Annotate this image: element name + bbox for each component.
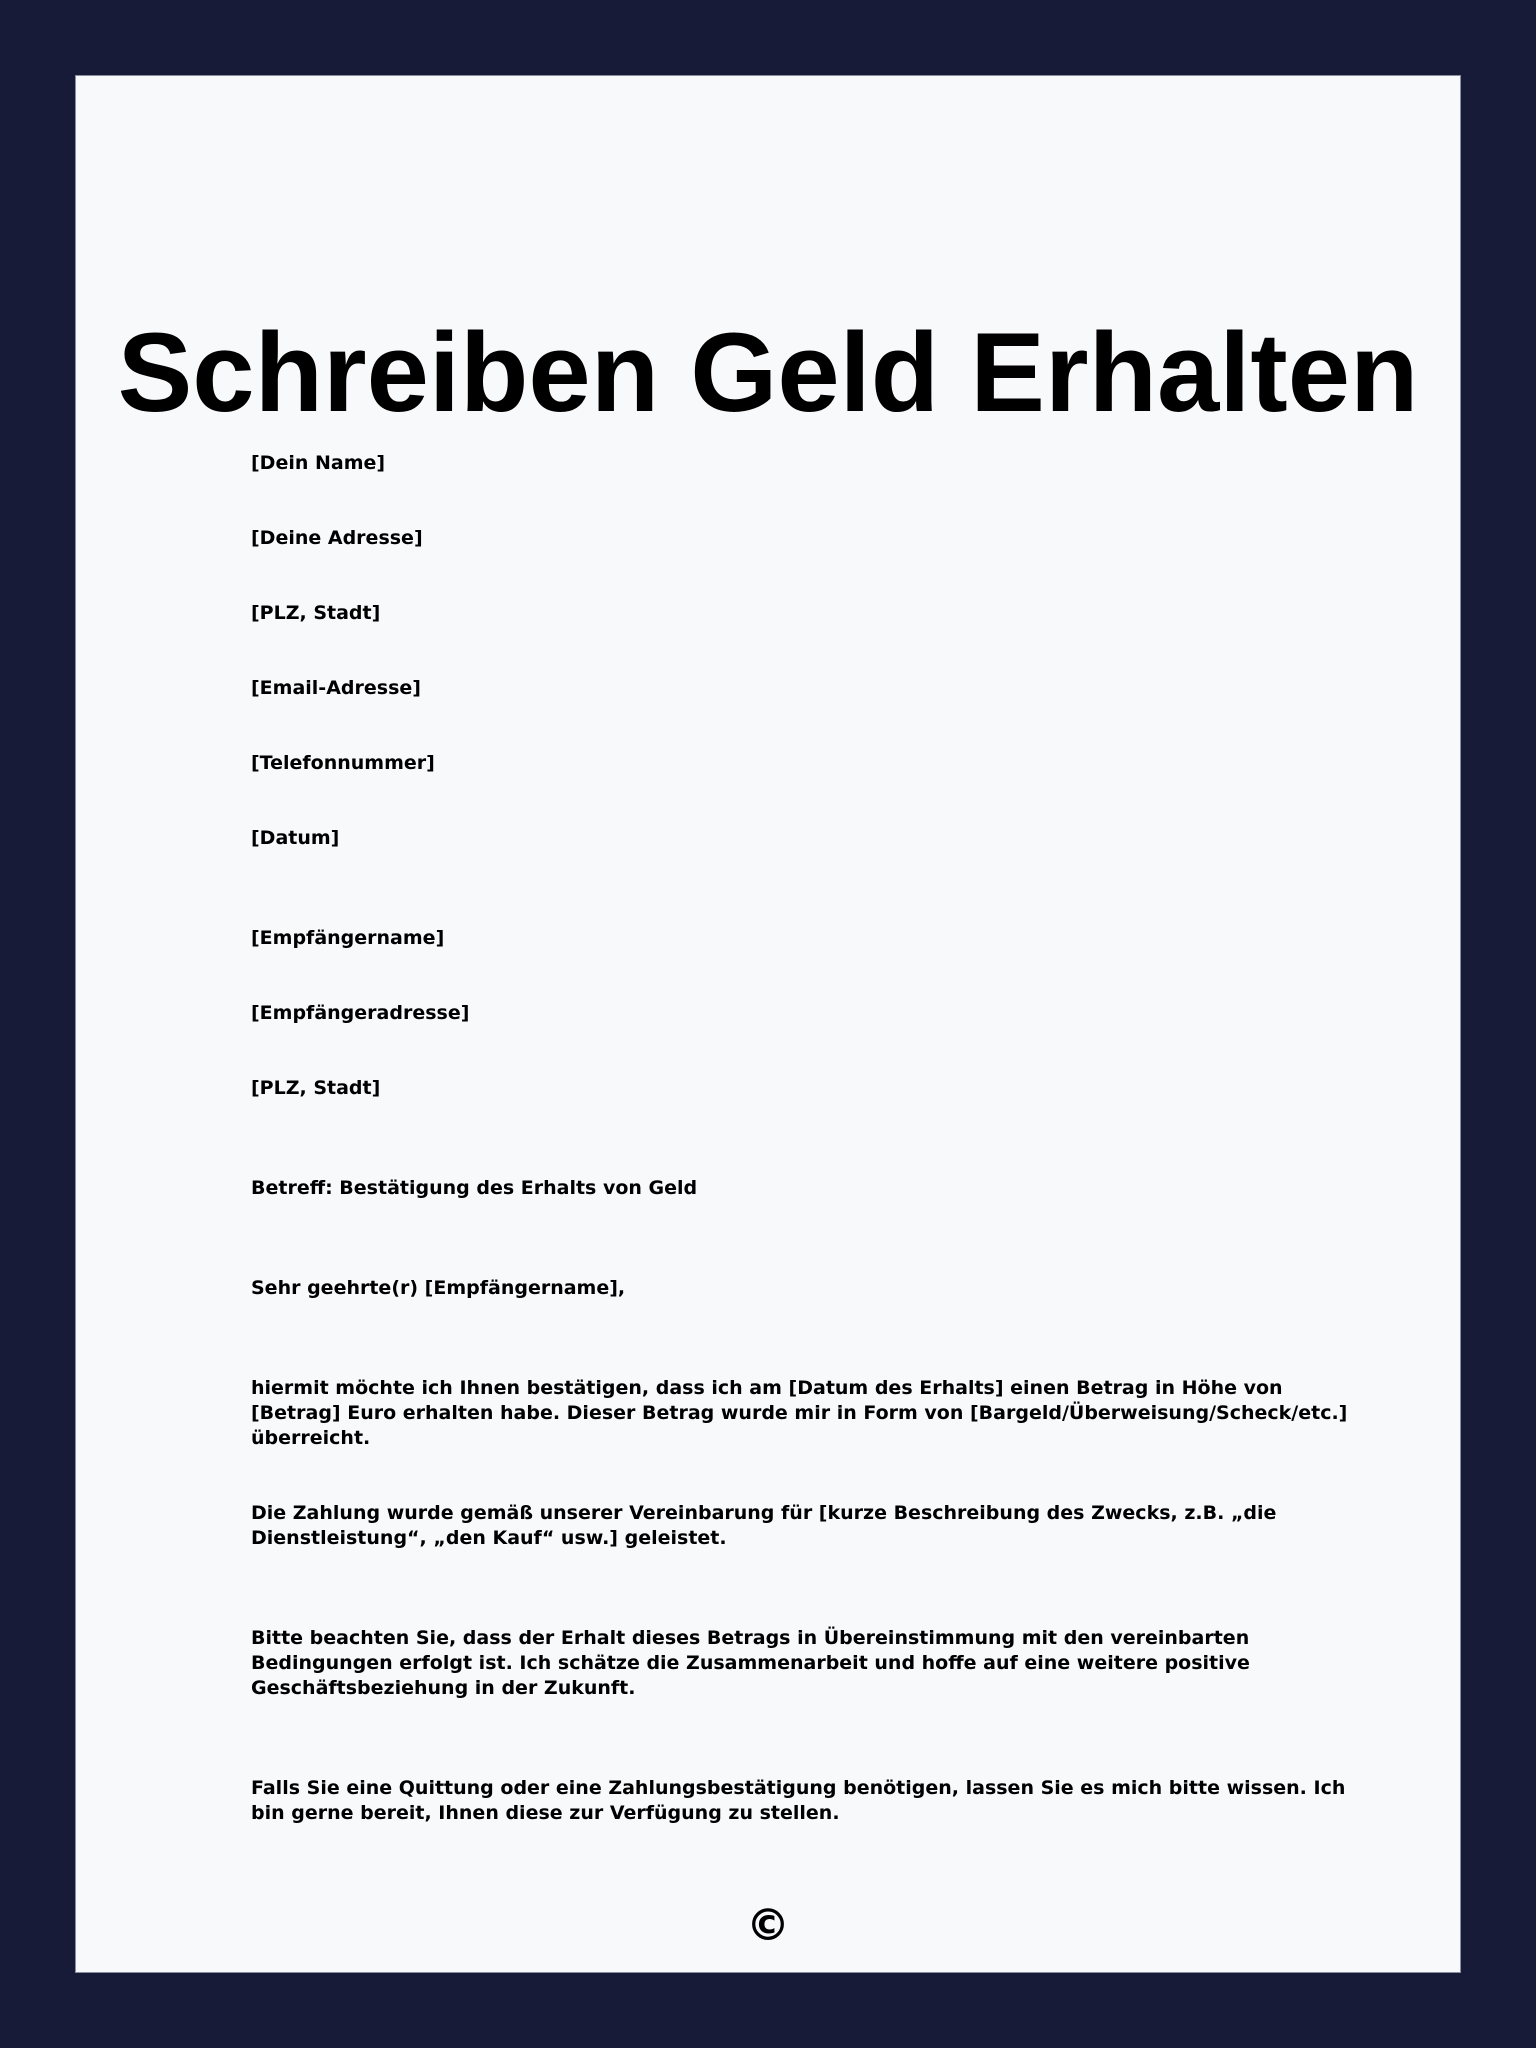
sender-address: [Deine Adresse] [251, 527, 423, 549]
recipient-name: [Empfängername] [251, 927, 445, 949]
recipient-city: [PLZ, Stadt] [251, 1077, 381, 1099]
recipient-address: [Empfängeradresse] [251, 1002, 470, 1024]
sender-city: [PLZ, Stadt] [251, 602, 381, 624]
letter-page [75, 75, 1461, 1973]
copyright-icon: © [746, 1900, 790, 1951]
page-title: Schreiben Geld Erhalten [117, 310, 1419, 435]
sender-email: [Email-Adresse] [251, 677, 421, 699]
sender-phone: [Telefonnummer] [251, 752, 435, 774]
sender-name: [Dein Name] [251, 452, 386, 474]
body-paragraph-1: hiermit möchte ich Ihnen bestätigen, dass ich am [Datum des Erhalts] einen Betrag in Höhe von [Betrag] Euro erhalten habe. Dieser Betrag wurde mir in Form von [Bargeld/Überweisung/Scheck/etc.] überreicht. [251, 1377, 1348, 1449]
salutation: Sehr geehrte(r) [Empfängername], [251, 1277, 626, 1299]
subject-line: Betreff: Bestätigung des Erhalts von Geld [251, 1177, 698, 1199]
body-paragraph-3: Bitte beachten Sie, dass der Erhalt dieses Betrags in Übereinstimmung mit den vereinbarten Bedingungen erfolgt ist. Ich schätze die Zusammenarbeit und hoffe auf eine weitere positive Geschäftsbeziehung in der Zukunft. [251, 1627, 1250, 1699]
body-paragraph-4: Falls Sie eine Quittung oder eine Zahlungsbestätigung benötigen, lassen Sie es mich bitte wissen. Ich bin gerne bereit, Ihnen diese zur Verfügung zu stellen. [251, 1777, 1346, 1824]
body-paragraph-2: Die Zahlung wurde gemäß unserer Vereinbarung für [kurze Beschreibung des Zwecks, z.B. „die Dienstleistung“, „den Kauf“ usw.] geleistet. [251, 1502, 1277, 1549]
letter-date: [Datum] [251, 827, 340, 849]
